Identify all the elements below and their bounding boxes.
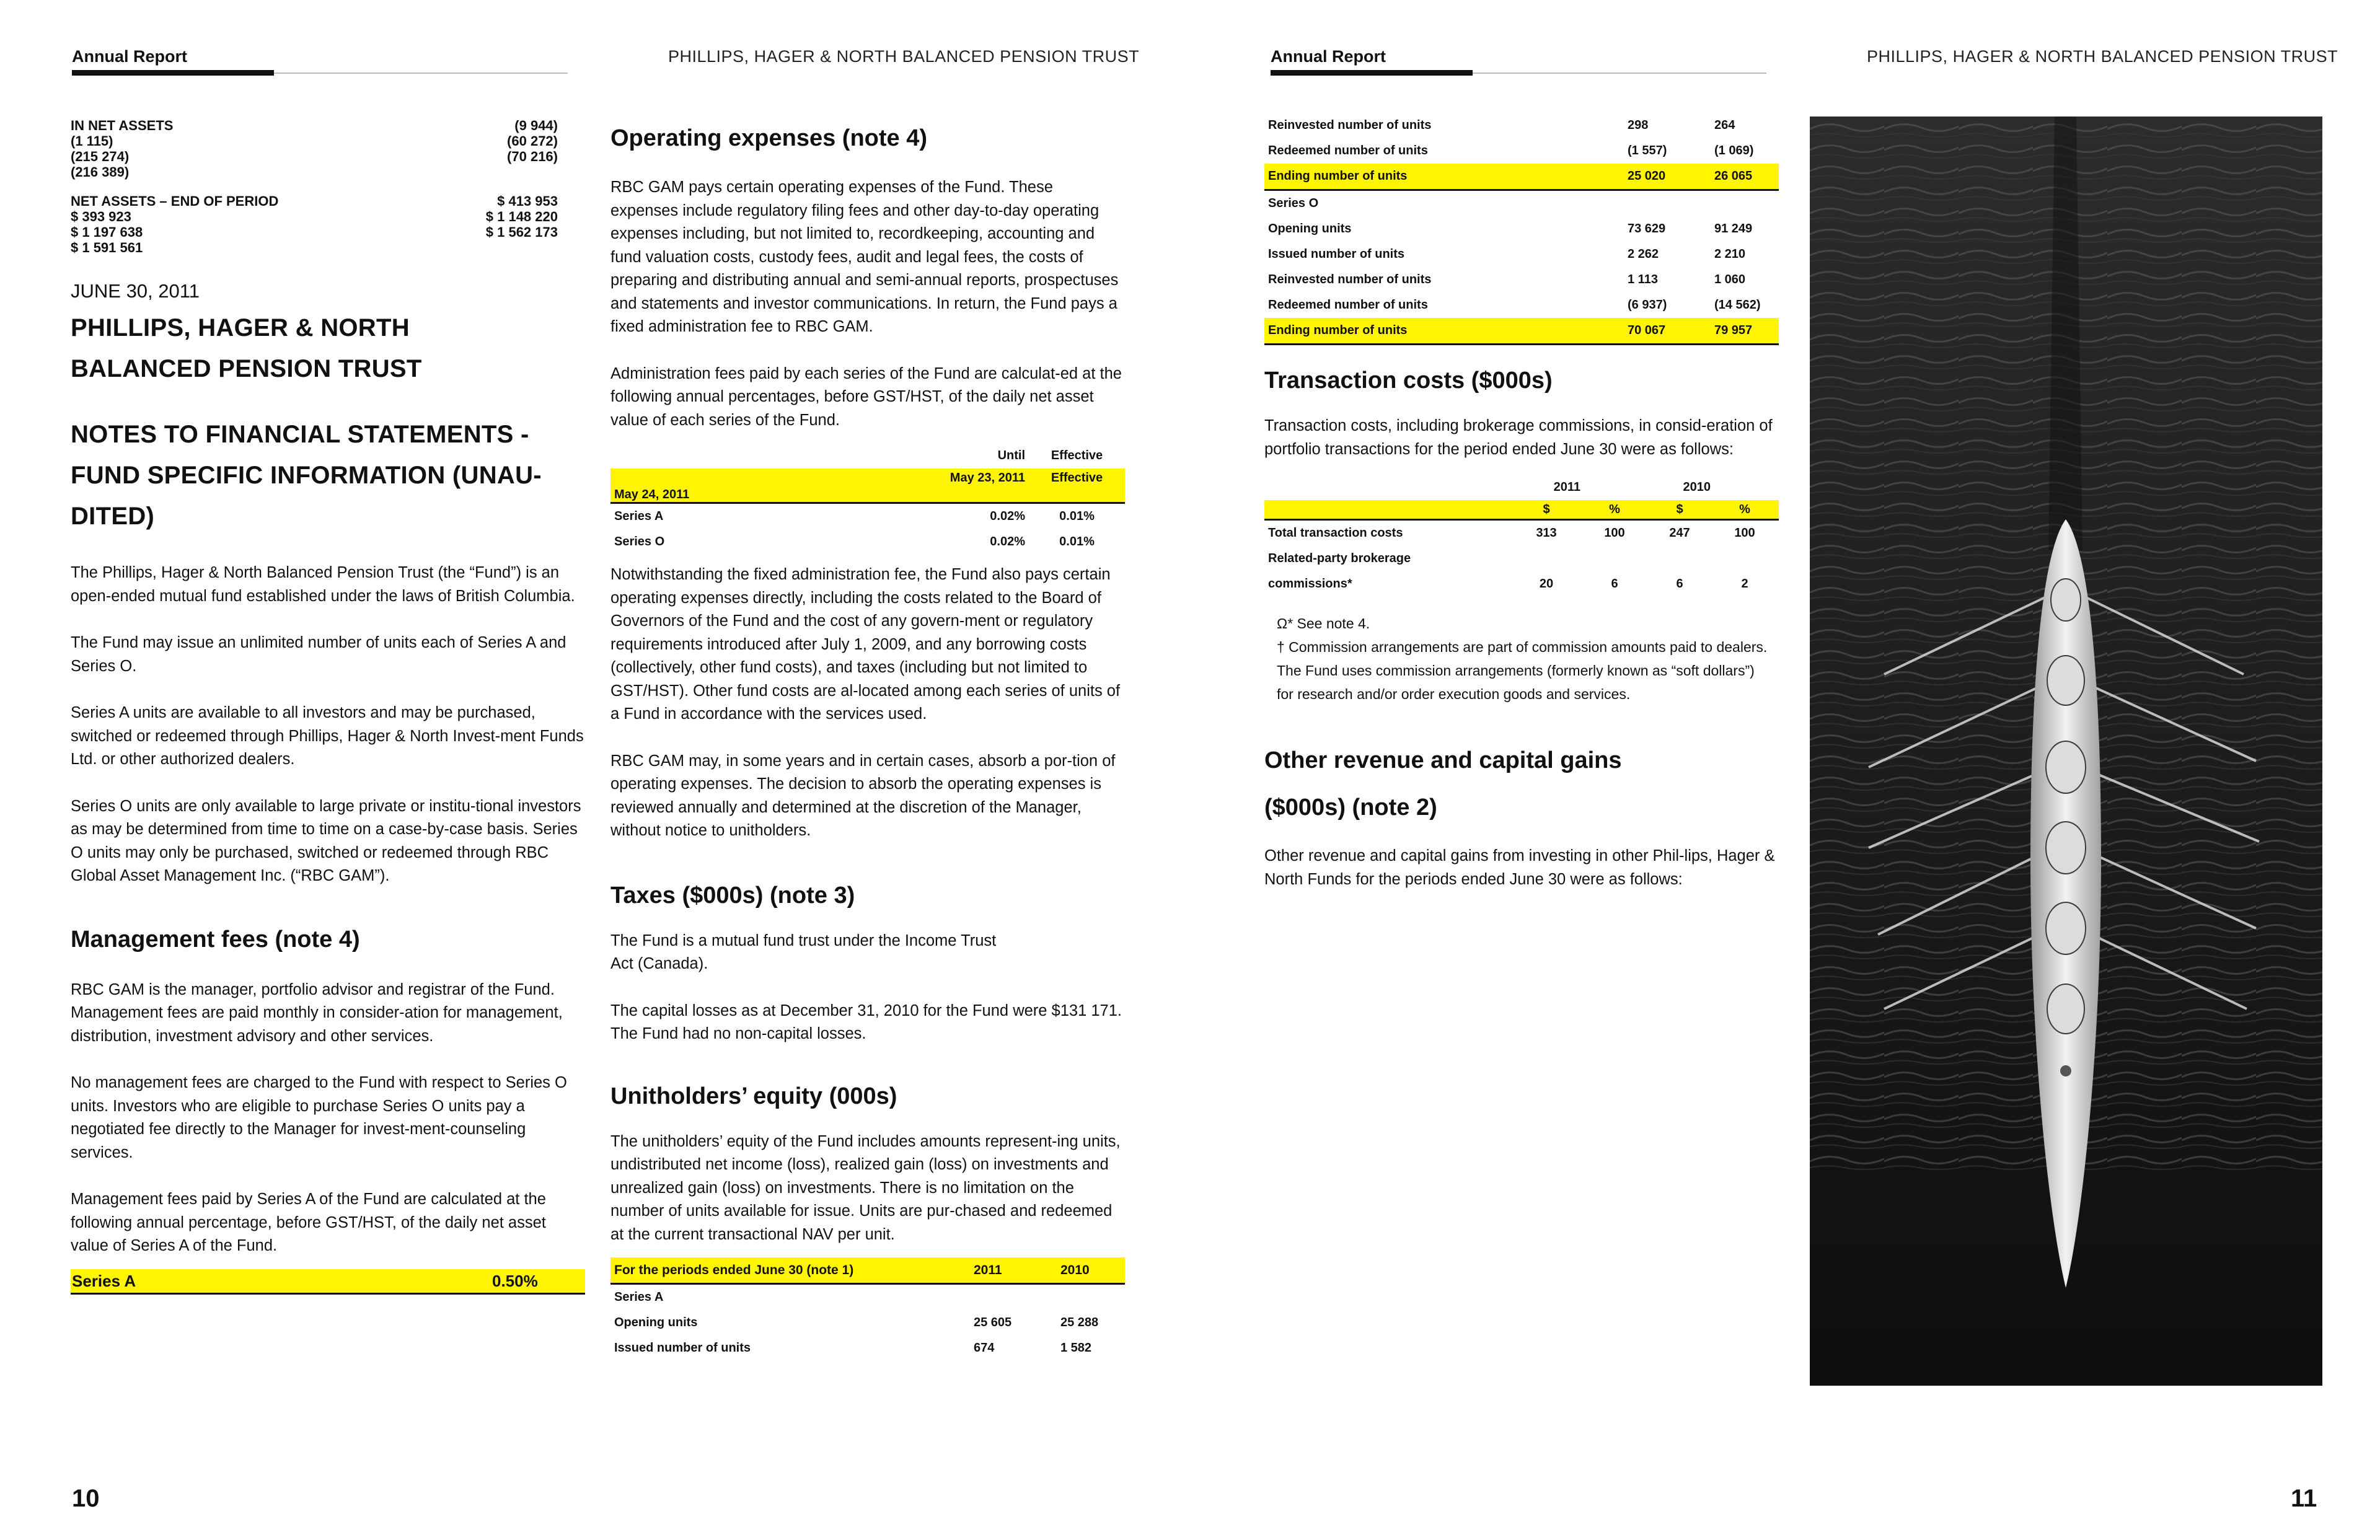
other-revenue-heading: Other revenue and capital gains ($000s) (note 2) [1264,747,1622,821]
admin-fee-table [610,443,1125,555]
column-2 [610,118,1125,1361]
equity-table-row: Reinvested number of units 1 113 1 060 [1268,273,1746,286]
unitholders-equity-table-continued [1264,113,1779,345]
page-number-left: 10 [72,1485,100,1512]
equity-table-row: Reinvested number of units 298 264 [1268,118,1735,132]
management-fees-heading: Management fees (note 4) [71,926,360,953]
operating-expenses-heading: Operating expenses (note 4) [610,125,928,151]
column-3 [1264,113,1779,915]
notes-subtitle: NOTES TO FINANCIAL STATEMENTS - FUND SPECIFIC INFORMATION (UNAU-DITED) [71,421,542,530]
operating-expenses-paragraph: RBC GAM may, in some years and in certain cases, absorb a por-tion of operating expenses. The decision to absorb the operating expenses is reviewed annually and determined at the discretion of the Manager, without notice to unitholders. [610,752,1116,839]
equity-table-row: Issued number of units 674 1 582 [614,1341,1092,1355]
admin-fee-header-row-sub: May 24, 2011 [610,487,1125,503]
column-1 [71,118,585,1295]
header-rule-right [1271,73,1766,74]
header-annual-report-right: Annual Report [1271,47,1386,66]
management-fees-paragraph: Management fees paid by Series A of the Fund are calculated at the following annual percentage, before GST/HST, of the daily net asset value of Series A of the Fund. [71,1190,546,1254]
intro-paragraph: The Fund may issue an unlimited number of units each of Series A and Series O. [71,634,566,675]
intro-paragraph: Series A units are available to all investors and may be purchased, switched or redeemed through Phillips, Hager & North Invest-ment Funds Ltd. or other authorized dealers. [71,704,584,768]
net-assets-row [71,180,558,193]
admin-fee-row: Series A 0.02% 0.01% [614,509,1095,523]
admin-fee-row: Series O 0.02% 0.01% [614,535,1095,548]
header-annual-report-left: Annual Report [72,47,187,66]
header-rule-left [72,73,568,74]
equity-table-row: Issued number of units 2 262 2 210 [1268,247,1746,261]
equity-table-row-total: Ending number of units 70 067 79 957 [1264,318,1779,345]
operating-expenses-paragraph: Administration fees paid by each series of the Fund are calculat-ed at the following annual percentages, before GST/HST, of the daily net asset value of each series of the Fund. [610,364,1122,429]
net-assets-row: IN NET ASSETS (9 944) [71,118,558,133]
page-number-right: 11 [2291,1485,2317,1512]
operating-expenses-paragraph: Notwithstanding the fixed administration fee, the Fund also pays certain operating expenses directly, including the costs related to the Board of Governors of the Fund and the cost of any govern-ment or regulatory requirements introduced after July 1, 2009, and any borrowing costs (collectively, other fund costs), and taxes (including but not limited to GST/HST). Other fund costs are al-located among each series of units of a Fund in accordance with the services used. [610,566,1121,723]
footnote-note: Ω* See note 4. [1277,615,1370,631]
transaction-costs-heading: Transaction costs ($000s) [1264,367,1553,394]
net-assets-row: (1 115) (60 272) [71,133,558,149]
equity-table-row: Series A [614,1290,664,1304]
report-date: JUNE 30, 2011 [71,280,200,302]
admin-fee-header-row: Until Effective [997,449,1103,462]
net-assets-row: $ 393 923 $ 1 148 220 [71,209,558,224]
management-fees-paragraph: No management fees are charged to the Fund with respect to Series O units. Investors who are eligible to purchase Series O units pay a negotiated fee directly to the Manager for invest-ment-counseling services. [71,1074,567,1161]
header-trust-name-right: PHILLIPS, HAGER & NORTH BALANCED PENSION TRUST [1867,47,2338,66]
equity-table-header: For the periods ended June 30 (note 1) 2011 2010 [610,1257,1125,1284]
management-fees-paragraph: RBC GAM is the manager, portfolio advisor and registrar of the Fund. Management fees are paid monthly in consider-ation for management, distribution, investment advisory and other services. [71,980,563,1045]
unitholders-equity-table [610,1257,1125,1361]
transaction-footnotes [1264,612,1773,706]
taxes-paragraph: The capital losses as at December 31, 2010 for the Fund were $131 171. The Fund had no non-capital losses. [610,1001,1122,1042]
transaction-costs-row: Total transaction costs 313 100 247 100 [1268,526,1755,540]
equity-table-row-total: Ending number of units 25 020 26 065 [1264,164,1779,190]
operating-expenses-paragraph: RBC GAM pays certain operating expenses of the Fund. These expenses include regulatory filing fees and other day-to-day operating expenses including, but not limited to, recordkeeping, accounting and fund valuation costs, custody fees, audit and legal fees, the costs of preparing and distributing annual and semi-annual reports, prospectuses and statements and investor communications. In return, the Fund pays a fixed administration fee to RBC GAM. [610,178,1119,335]
equity-table-row: Redeemed number of units (6 937) (14 562) [1268,298,1761,312]
transaction-costs-paragraph: Transaction costs, including brokerage commissions, in consid-eration of portfolio transactions for the period ended June 30 were as follows: [1264,417,1773,458]
unitholders-equity-heading: Unitholders’ equity (000s) [610,1083,897,1109]
transaction-costs-row: Related-party brokerage [1268,552,1411,565]
net-assets-block [71,118,558,255]
net-assets-row: NET ASSETS – END OF PERIOD $ 413 953 [71,193,558,209]
series-a-label: Series A [72,1271,136,1290]
net-assets-row: $ 1 591 561 [71,240,143,255]
transaction-costs-unit-header: $ % $ % [1264,500,1779,520]
unitholders-equity-paragraph: The unitholders’ equity of the Fund includes amounts represent-ing units, undistributed net income (loss), realized gain (loss) on investments and unrealized gain (loss) on investments. There is no limitation on the number of units available for issue. Units are pur-chased and redeemed at the current transactional NAV per unit. [610,1132,1121,1243]
equity-table-row: Opening units 73 629 91 249 [1268,222,1753,235]
net-assets-row: (215 274) (70 216) [71,149,558,164]
rowing-boat-image [1810,117,2322,1386]
taxes-paragraph: The Fund is a mutual fund trust under the Income Trust Act (Canada). [610,931,997,972]
equity-table-row: Series O [1268,196,1319,210]
intro-paragraph: The Phillips, Hager & North Balanced Pension Trust (the “Fund”) is an open-ended mutual fund established under the laws of British Columbia. [71,564,575,605]
footnote-commission: † Commission arrangements are part of commission amounts paid to dealers. The Fund uses commission arrangements (formerly known as “soft dollars”) for research and/or order execution goods and services. [1277,639,1768,702]
fund-title: PHILLIPS, HAGER & NORTH BALANCED PENSION TRUST [71,314,422,382]
series-a-fee-row [71,1269,585,1295]
admin-fee-header-row-highlight: May 23, 2011 Effective [610,469,1125,487]
transaction-costs-table [1264,475,1779,597]
rowing-photo [1810,117,2322,1386]
header-trust-name-left: PHILLIPS, HAGER & NORTH BALANCED PENSION TRUST [668,47,1140,66]
net-assets-row: (216 389) [71,164,130,180]
net-assets-row: $ 1 197 638 $ 1 562 173 [71,224,558,240]
equity-table-row: Redeemed number of units (1 557) (1 069) [1268,144,1754,157]
equity-table-row: Opening units 25 605 25 288 [614,1316,1099,1329]
other-revenue-paragraph: Other revenue and capital gains from investing in other Phil-lips, Hager & North Funds for the periods ended June 30 were as follows: [1264,847,1775,888]
transaction-costs-year-header: 2011 2010 [1553,480,1711,494]
transaction-costs-row: commissions* 20 6 6 2 [1268,577,1748,591]
intro-paragraph: Series O units are only available to large private or institu-tional investors as may be determined from time to time on a case-by-case basis. Series O units may only be purchased, switched or redeemed through RBC Global Asset Management Inc. (“RBC GAM”). [71,797,581,884]
series-a-value: 0.50% [492,1271,538,1290]
taxes-heading: Taxes ($000s) (note 3) [610,882,855,909]
